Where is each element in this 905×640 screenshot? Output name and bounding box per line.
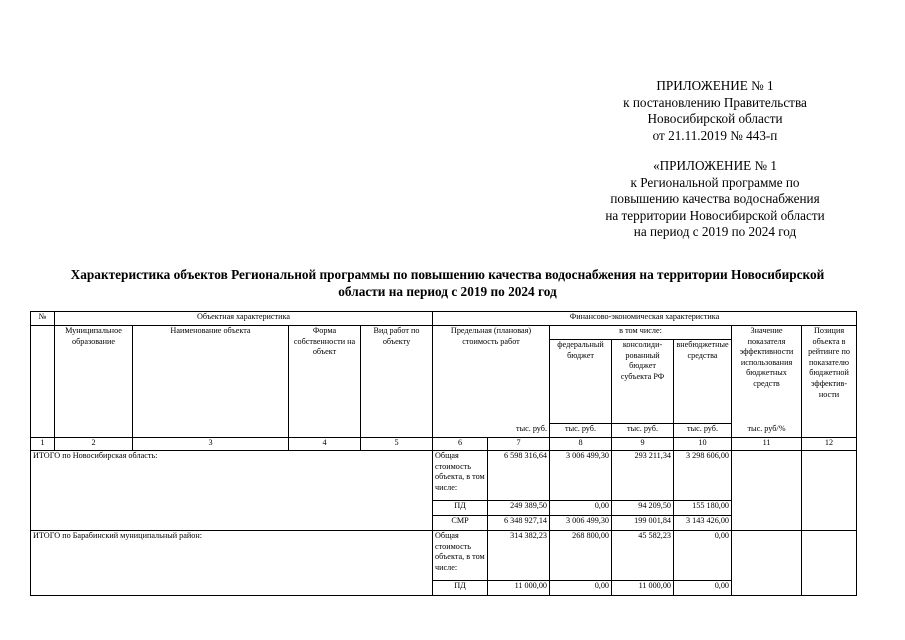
rank-cell [802,531,857,596]
consolidated-cell: 199 001,84 [612,516,674,531]
header-efficiency: Значение показателя эффективности использования бюджетных средств [732,326,802,424]
federal-cell: 268 800,00 [550,531,612,581]
work-type-cell: ПД [433,501,488,516]
cost-cell: 11 000,00 [488,581,550,596]
federal-cell: 0,00 [550,581,612,596]
consolidated-cell: 94 209,50 [612,501,674,516]
federal-cell: 0,00 [550,501,612,516]
header-off-budget: внебюджетные средства [674,340,732,424]
unit-consolidated: тыс. руб. [612,424,674,438]
appendix-block-2 [585,158,845,241]
appendix-line: на территории Новосибирской области [605,207,825,223]
header-federal: федеральный бюджет [550,340,612,424]
header-including: в том числе: [550,326,732,340]
header-cost: Предельная (плановая) стоимость работ [433,326,550,424]
header-ownership: Форма собственности на объект [289,326,361,438]
column-number: 5 [361,438,433,451]
header-finance-characteristic: Финансово-экономическая характеристика [433,312,857,326]
appendix-line: от 21.11.2019 № 443-п [652,127,778,143]
unit-cost: тыс. руб. [433,424,550,438]
header-number: № [31,312,55,326]
header-object-name: Наименование объекта [133,326,289,438]
appendix-line: «ПРИЛОЖЕНИЕ № 1 [653,158,777,173]
appendix-line: повышению качества водоснабжения [610,191,820,207]
group-label: ИТОГО по Новосибирская область: [31,451,433,531]
objects-table [30,311,857,596]
column-number: 6 [433,438,488,451]
column-number: 11 [732,438,802,451]
efficiency-cell [732,451,802,531]
unit-off-budget: тыс. руб. [674,424,732,438]
column-number: 1 [31,438,55,451]
header-object-characteristic: Объектная характеристика [55,312,433,326]
header-consolidated: консолидированный бюджет субъекта РФ [612,340,674,424]
column-number: 2 [55,438,133,451]
column-number: 4 [289,438,361,451]
off-budget-cell: 155 180,00 [674,501,732,516]
cost-cell: 6 598 316,64 [488,451,550,501]
appendix-line: Новосибирской области [647,111,783,127]
title-line: Характеристика объектов Региональной программы по повышению качества водоснабжения на территории Новосибирской [70,267,825,282]
appendix-line: к Региональной программе по [630,174,800,190]
appendix-line: на период с 2019 по 2024 год [633,224,797,240]
group-label: ИТОГО по Барабинский муниципальный район: [31,531,433,596]
consolidated-cell: 11 000,00 [612,581,674,596]
column-number: 12 [802,438,857,451]
unit-efficiency: тыс. руб/% [732,424,802,438]
column-number: 7 [488,438,550,451]
off-budget-cell: 0,00 [674,581,732,596]
cost-cell: 314 382,23 [488,531,550,581]
column-number: 9 [612,438,674,451]
off-budget-cell: 3 298 606,00 [674,451,732,501]
federal-cell: 3 006 499,30 [550,451,612,501]
cost-cell: 249 389,50 [488,501,550,516]
work-type-cell: Общая стоимость объекта, в том числе: [433,451,488,501]
header-number-blank [31,326,55,438]
rank-cell [802,451,857,531]
efficiency-cell [732,531,802,596]
appendix-line: к постановлению Правительства [623,94,807,110]
table-row [31,451,857,501]
header-rank: Позиция объекта в рейтинге по показателю бюджетной эффективности [802,326,857,438]
header-work-type: Вид работ по объекту [361,326,433,438]
column-number: 3 [133,438,289,451]
column-number: 10 [674,438,732,451]
work-type-cell: СМР [433,516,488,531]
consolidated-cell: 293 211,34 [612,451,674,501]
federal-cell: 3 006 499,30 [550,516,612,531]
consolidated-cell: 45 582,23 [612,531,674,581]
work-type-cell: ПД [433,581,488,596]
header-municipal: Муниципальное образование [55,326,133,438]
cost-cell: 6 348 927,14 [488,516,550,531]
off-budget-cell: 0,00 [674,531,732,581]
unit-federal: тыс. руб. [550,424,612,438]
work-type-cell: Общая стоимость объекта, в том числе: [433,531,488,581]
column-number: 8 [550,438,612,451]
document-title [30,266,865,300]
table-row [31,531,857,581]
appendix-line: ПРИЛОЖЕНИЕ № 1 [656,78,774,93]
appendix-block-1 [585,78,845,144]
off-budget-cell: 3 143 426,00 [674,516,732,531]
title-line: области на период с 2019 по 2024 год [338,284,557,299]
